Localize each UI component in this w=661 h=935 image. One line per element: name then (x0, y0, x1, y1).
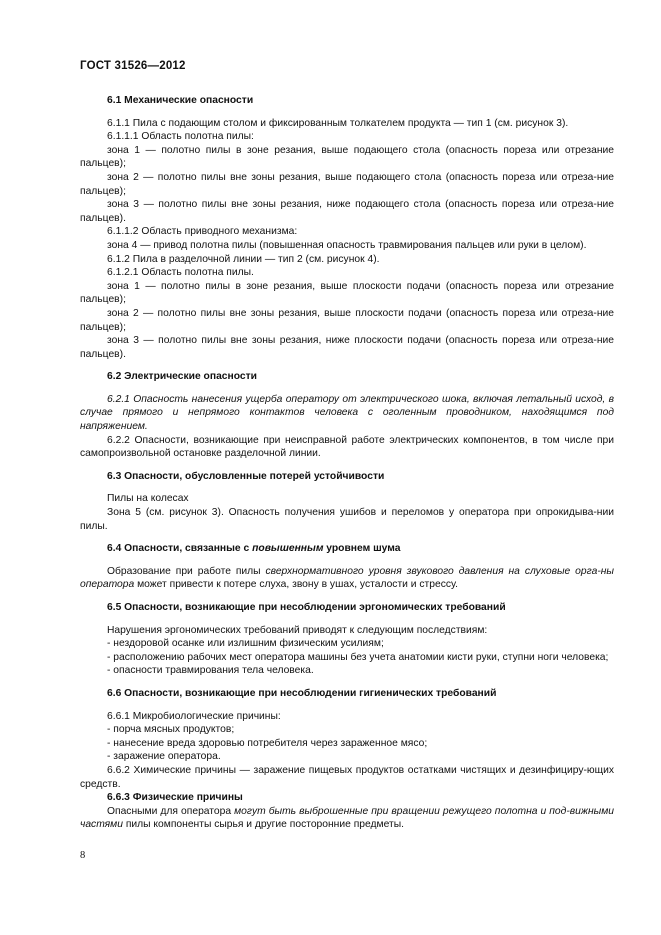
paragraph (80, 565, 614, 592)
text-part: может привести к потере слуха, звону в ушах, усталости и стрессу. (134, 579, 458, 591)
paragraph: зона 1 — полотно пилы в зоне резания, выше подающего стола (опасность пореза или отрезание пальцев); (80, 144, 614, 170)
title-part: 6.4 Опасности, связанные с (107, 543, 253, 555)
list-item: - расположению рабочих мест оператора машины без учета анатомии кисти руки, ступни ноги человека; (107, 651, 609, 663)
section-6-1-title: 6.1 Механические опасности (107, 95, 254, 106)
paragraph: зона 4 — привод полотна пилы (повышенная опасность травмирования пальцев или руки в целом). (107, 239, 587, 251)
paragraph: зона 1 — полотно пилы в зоне резания, выше плоскости подачи (опасность пореза или отрезание пальцев); (80, 280, 614, 306)
document-header: ГОСТ 31526—2012 (80, 60, 186, 72)
text-part: пилы компоненты сырья и другие посторонние предметы. (122, 819, 404, 831)
list-item: - порча мясных продуктов; (107, 724, 235, 736)
paragraph (80, 805, 614, 832)
paragraph: 6.6.2 Химические причины — заражение пищевых продуктов остатками чистящих и дезинфициру-ющих средств. (80, 764, 614, 790)
list-item: - заражение оператора. (107, 751, 221, 763)
list-item: - опасности травмирования тела человека. (107, 665, 314, 677)
list-item: - нанесение вреда здоровью потребителя через зараженное мясо; (107, 737, 428, 749)
text-part-emphasis: сверхнормативного уровня звукового давления на слуховые орга-ны оператора (80, 565, 614, 591)
paragraph: Зона 5 (см. рисунок 3). Опасность получения ушибов и переломов у оператора при опрокидыва-нии пилы. (80, 507, 614, 532)
paragraph: 6.1.1.1 Область полотна пилы: (107, 131, 254, 143)
paragraph: зона 3 — полотно пилы вне зоны резания, ниже плоскости подачи (опасность пореза или отреза-ние пальцев). (80, 335, 614, 360)
text-part: Образование при работе пилы (107, 565, 266, 577)
section-6-2-title: 6.2 Электрические опасности (107, 371, 257, 383)
text-part: Опасными для оператора (107, 805, 235, 817)
title-part-emphasis: повышенным (252, 543, 324, 555)
paragraph: 6.2.1 Опасность нанесения ущерба оператору от электрического шока, включая летальный исход, в случае прямого и непрямого контактов человека с оголенным проводником, находящимся под напряжением. (80, 393, 614, 433)
section-6-4-title (80, 542, 614, 556)
section-6-3-title: 6.3 Опасности, обусловленные потерей устойчивости (107, 470, 385, 482)
section-6-6-title: 6.6 Опасности, возникающие при несоблюдении гигиенических требований (107, 687, 497, 699)
paragraph: Пилы на колесах (107, 493, 189, 505)
subsection-6-6-3-title: 6.6.3 Физические причины (107, 792, 243, 804)
paragraph: 6.1.2 Пила в разделочной линии — тип 2 (см. рисунок 4). (107, 253, 380, 265)
text-part-emphasis: могут быть выброшенные при вращении режущего полотна и под-вижными частями (80, 805, 614, 831)
paragraph: 6.1.2.1 Область полотна пилы. (107, 267, 254, 279)
list-item: - нездоровой осанке или излишним физическим усилиям; (107, 638, 384, 650)
paragraph: зона 2 — полотно пилы вне зоны резания, выше плоскости подачи (опасность пореза или отреза-ние пальцев); (80, 307, 614, 333)
paragraph: зона 3 — полотно пилы вне зоны резания, ниже подающего стола (опасность пореза или отреза-ние пальцев). (80, 199, 614, 224)
paragraph: Нарушения эргономических требований приводят к следующим последствиям: (107, 624, 488, 636)
paragraph: 6.1.1.2 Область приводного механизма: (107, 226, 298, 238)
section-6-5-title: 6.5 Опасности, возникающие при несоблюдении эргономических требований (107, 602, 506, 613)
paragraph: 6.6.1 Микробиологические причины: (107, 710, 281, 722)
paragraph: 6.1.1 Пила с подающим столом и фиксированным толкателем продукта — тип 1 (см. рисунок 3). (107, 117, 569, 129)
title-part: уровнем шума (323, 543, 401, 555)
paragraph: 6.2.2 Опасности, возникающие при неисправной работе электрических компонентов, в том числе при самопроизвольной остановке разделочной линии. (80, 434, 614, 460)
page-number: 8 (80, 850, 86, 861)
document-body (80, 94, 614, 832)
paragraph: зона 2 — полотно пилы вне зоны резания, выше подающего стола (опасность пореза или отреза-ние пальцев); (80, 171, 614, 197)
